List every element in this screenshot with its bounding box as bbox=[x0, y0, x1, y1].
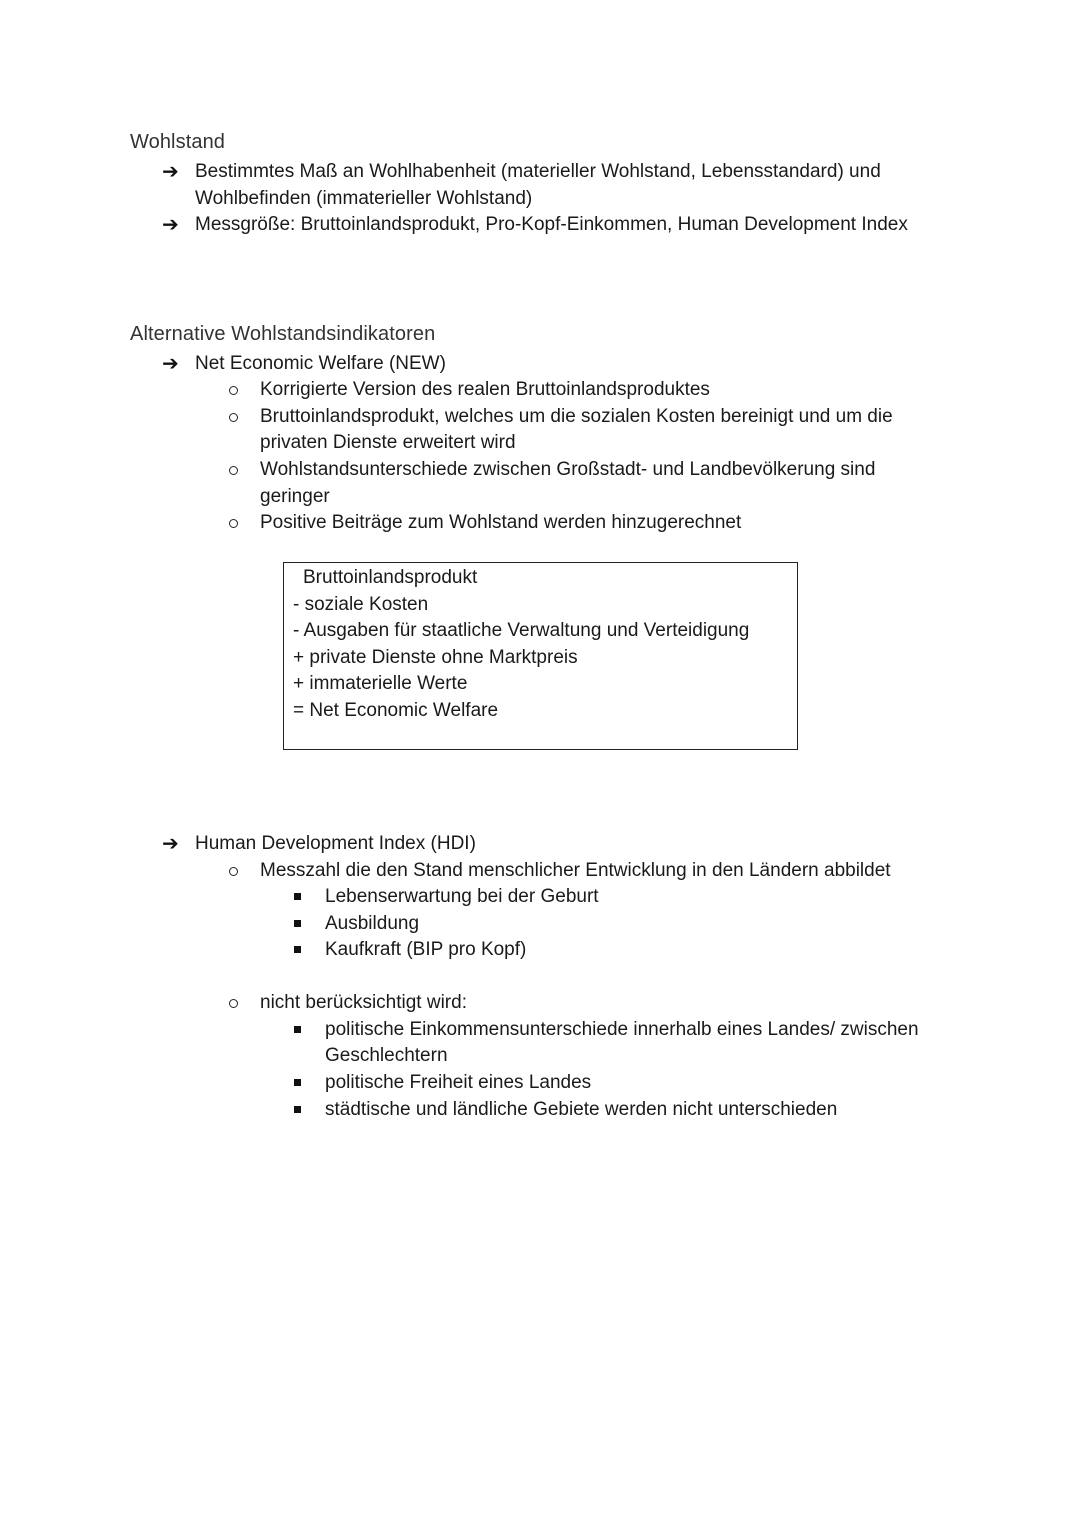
square-bullet-icon bbox=[294, 1106, 301, 1113]
formula-line: + immaterielle Werte bbox=[293, 673, 468, 694]
new-point-text-continued: privaten Dienste erweitert wird bbox=[260, 432, 516, 453]
circle-bullet-icon bbox=[229, 413, 238, 422]
square-bullet-icon bbox=[294, 1026, 301, 1033]
section-title-alternative: Alternative Wohlstandsindikatoren bbox=[130, 323, 436, 345]
section-title-wohlstand: Wohlstand bbox=[130, 131, 226, 153]
arrow-bullet-icon: ➔ bbox=[162, 833, 179, 855]
formula-line: Bruttoinlandsprodukt bbox=[303, 567, 478, 588]
bullet-text: Bestimmtes Maß an Wohlhabenheit (materieller Wohlstand, Lebensstandard) und bbox=[195, 161, 881, 182]
new-point-text-continued: geringer bbox=[260, 486, 330, 507]
new-formula-box bbox=[283, 562, 798, 750]
new-point-text: Positive Beiträge zum Wohlstand werden hinzugerechnet bbox=[260, 512, 742, 533]
arrow-bullet-icon: ➔ bbox=[162, 353, 179, 375]
circle-bullet-icon bbox=[229, 999, 238, 1008]
square-bullet-icon bbox=[294, 946, 301, 953]
square-bullet-icon bbox=[294, 920, 301, 927]
hdi-excluded-text: städtische und ländliche Gebiete werden nicht unterschieden bbox=[325, 1099, 838, 1120]
arrow-bullet-icon: ➔ bbox=[162, 161, 179, 183]
hdi-point-text: Messzahl die den Stand menschlicher Entwicklung in den Ländern abbildet bbox=[260, 860, 891, 881]
bullet-text-continued: Wohlbefinden (immaterieller Wohlstand) bbox=[195, 188, 533, 209]
formula-line: - soziale Kosten bbox=[293, 594, 429, 615]
circle-bullet-icon bbox=[229, 386, 238, 395]
hdi-excluded-text-continued: Geschlechtern bbox=[325, 1045, 448, 1066]
new-point-text: Wohlstandsunterschiede zwischen Großstadt- und Landbevölkerung sind bbox=[260, 459, 876, 480]
formula-line: + private Dienste ohne Marktpreis bbox=[293, 647, 578, 668]
hdi-component-text: Ausbildung bbox=[325, 913, 420, 934]
arrow-bullet-icon: ➔ bbox=[162, 214, 179, 236]
new-point-text: Korrigierte Version des realen Bruttoinlandsproduktes bbox=[260, 379, 710, 400]
square-bullet-icon bbox=[294, 893, 301, 900]
square-bullet-icon bbox=[294, 1079, 301, 1086]
hdi-component-text: Lebenserwartung bei der Geburt bbox=[325, 886, 599, 907]
new-point-text: Bruttoinlandsprodukt, welches um die sozialen Kosten bereinigt und um die bbox=[260, 406, 893, 427]
circle-bullet-icon bbox=[229, 466, 238, 475]
circle-bullet-icon bbox=[229, 519, 238, 528]
hdi-point-text: nicht berücksichtigt wird: bbox=[260, 992, 467, 1013]
formula-line: = Net Economic Welfare bbox=[293, 700, 499, 721]
hdi-excluded-text: politische Einkommensunterschiede innerhalb eines Landes/ zwischen bbox=[325, 1019, 919, 1040]
hdi-excluded-text: politische Freiheit eines Landes bbox=[325, 1072, 592, 1093]
hdi-component-text: Kaufkraft (BIP pro Kopf) bbox=[325, 939, 527, 960]
circle-bullet-icon bbox=[229, 867, 238, 876]
bullet-text: Messgröße: Bruttoinlandsprodukt, Pro-Kopf-Einkommen, Human Development Index bbox=[195, 214, 908, 235]
new-label: Net Economic Welfare (NEW) bbox=[195, 353, 446, 374]
hdi-label: Human Development Index (HDI) bbox=[195, 833, 476, 854]
formula-line: - Ausgaben für staatliche Verwaltung und Verteidigung bbox=[293, 620, 750, 641]
